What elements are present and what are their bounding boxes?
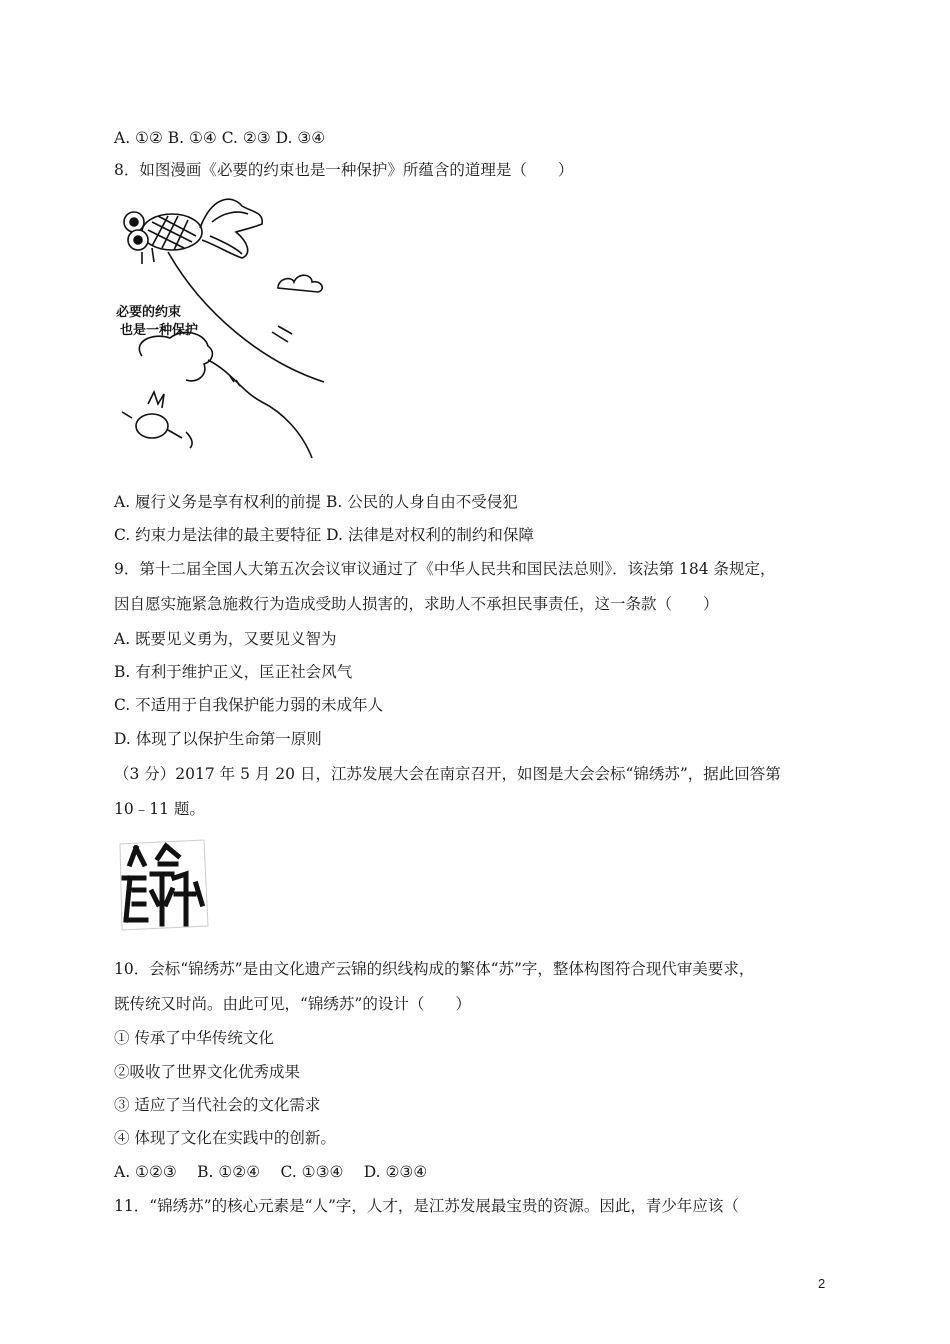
q9-option-a: A. 既要见义勇为，又要见义智为 [114, 630, 337, 648]
kite-cartoon [112, 192, 334, 464]
cartoon-caption-line2: 也是一种保护 [120, 323, 199, 338]
q8-option-ab: A. 履行义务是享有权利的前提 B. 公民的人身自由不受侵犯 [114, 493, 518, 511]
q10-item-2: ②吸收了世界文化优秀成果 [114, 1063, 301, 1081]
logo-figure [116, 834, 210, 934]
q8-option-cd: C. 约束力是法律的最主要特征 D. 法律是对权利的制约和保障 [114, 526, 534, 544]
q7-options: A. ①② B. ①④ C. ②③ D. ③④ [114, 129, 326, 147]
q10-item-4: ④ 体现了文化在实践中的创新。 [114, 1129, 336, 1147]
q10-11-intro-line2: 10﹣11 题。 [114, 800, 205, 818]
q9-option-c: C. 不适用于自我保护能力弱的未成年人 [114, 696, 384, 714]
jinxiu-su-logo [116, 834, 210, 934]
q9-option-b: B. 有利于维护正义，匡正社会风气 [114, 663, 353, 681]
q9-stem-line2: 因自愿实施紧急施救行为造成受助人损害的，求助人不承担民事责任，这一条款（ ） [114, 595, 719, 613]
q9-option-d: D. 体现了以保护生命第一原则 [114, 730, 322, 748]
cartoon-caption-line1: 必要的约束 [116, 305, 182, 320]
q9-stem-line1: 9．第十二届全国人大第五次会议审议通过了《中华人民共和国民法总则》．该法第 184 条规定， [114, 560, 776, 578]
cartoon-figure [112, 192, 334, 464]
q10-stem-line1: 10．会标“锦绣苏”是由文化遗产云锦的织线构成的繁体“苏”字，整体构图符合现代审美要求， [114, 960, 755, 978]
q8-stem: 8．如图漫画《必要的约束也是一种保护》所蕴含的道理是（ ） [114, 161, 574, 179]
q10-item-1: ① 传承了中华传统文化 [114, 1029, 274, 1047]
q11-stem: 11．“锦绣苏”的核心元素是“人”字，人才，是江苏发展最宝贵的资源。因此，青少年应该（ [114, 1197, 739, 1215]
page-number: 2 [818, 1276, 826, 1291]
q10-stem-line2: 既传统又时尚。由此可见，“锦绣苏”的设计（ ） [114, 995, 471, 1013]
q10-item-3: ③ 适应了当代社会的文化需求 [114, 1096, 321, 1114]
q10-11-intro-line1: （3 分）2017 年 5 月 20 日，江苏发展大会在南京召开，如图是大会会标“锦绣苏”，据此回答第 [114, 765, 781, 783]
q10-options: A. ①②③ B. ①②④ C. ①③④ D. ②③④ [114, 1163, 428, 1181]
